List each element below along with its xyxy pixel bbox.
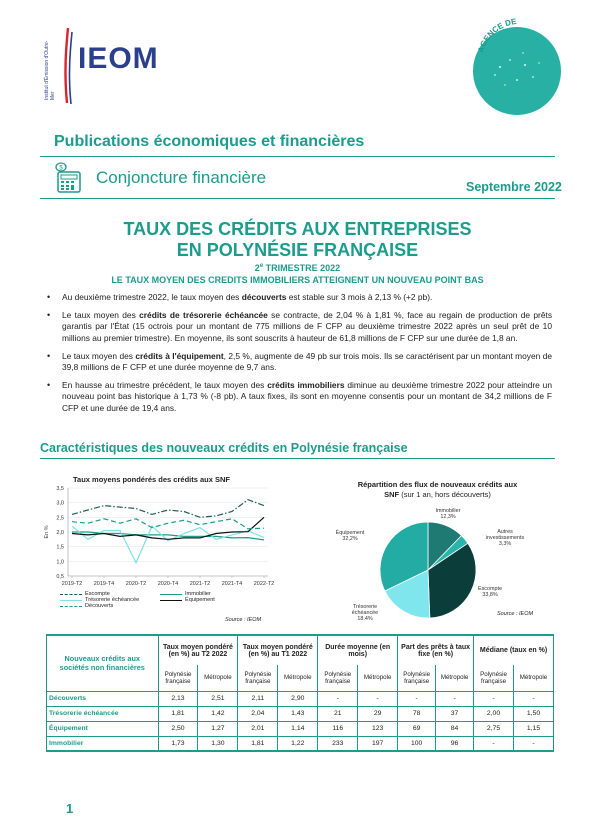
legend-swatch bbox=[160, 594, 182, 595]
x-tick-label: 2021-T2 bbox=[189, 581, 211, 587]
table-cell: - bbox=[398, 691, 436, 706]
table-cell: 1,14 bbox=[278, 721, 318, 736]
table-cell: 197 bbox=[358, 736, 398, 751]
table-subheader-pf: Polynésie française bbox=[158, 665, 198, 691]
legend-label: Escompte bbox=[85, 591, 110, 597]
agence-logo bbox=[455, 5, 585, 125]
table-cell: - bbox=[513, 691, 553, 706]
table-cell: 123 bbox=[358, 721, 398, 736]
table-row bbox=[47, 691, 554, 706]
table-cell: 1,81 bbox=[238, 736, 278, 751]
legend-swatch bbox=[60, 594, 82, 595]
table-subheader-metropole: Métropole bbox=[358, 665, 398, 691]
pie-slice-label: échéancée bbox=[351, 610, 379, 616]
table-cell: 2,01 bbox=[238, 721, 278, 736]
table-cell: 21 bbox=[318, 706, 358, 721]
table-cell: 2,00 bbox=[474, 706, 514, 721]
line-chart bbox=[40, 484, 275, 589]
table-cell: 1,27 bbox=[198, 721, 238, 736]
table-row-label: Immobilier bbox=[47, 736, 159, 751]
publication-title: Publications économiques et financières bbox=[54, 133, 365, 150]
pie-slice-value: 32,2% bbox=[342, 536, 358, 542]
table-row bbox=[47, 736, 554, 751]
x-tick-label: 2019-T4 bbox=[93, 581, 115, 587]
table-cell: 233 bbox=[318, 736, 358, 751]
pie-slice-label: Autres bbox=[497, 529, 513, 535]
table-cell: 29 bbox=[358, 706, 398, 721]
table-cell: - bbox=[474, 691, 514, 706]
bullet-tresorerie: • Le taux moyen des crédits de trésorerie échéancée se contracte, de 2,04 % à 1,81 %, face au regain de production de prêts garantis par l'État (15 octrois pour un montant de 775 millions de F CFP au deuxième trimestre 2022 après un seul prêt de 10 millions au premier trimestre). En moyenne, ils sont souscrits à hauteur de 61,8 millions de F CFP sur une durée de 1,8 an. bbox=[62, 310, 552, 344]
table-cell: 116 bbox=[318, 721, 358, 736]
table-cell: 84 bbox=[436, 721, 474, 736]
table-row-label: Découverts bbox=[47, 691, 159, 706]
legend-swatch bbox=[160, 600, 182, 601]
table-cell: 78 bbox=[398, 706, 436, 721]
section-title: Caractéristiques des nouveaux crédits en Polynésie française bbox=[40, 441, 408, 455]
pie-title-bold: SNF bbox=[384, 490, 400, 499]
table-cell: 1,50 bbox=[513, 706, 553, 721]
table-cell: 2,50 bbox=[158, 721, 198, 736]
table-row-label: Équipement bbox=[47, 721, 159, 736]
table-cell: 96 bbox=[436, 736, 474, 751]
calculator-money-icon bbox=[50, 160, 86, 196]
table-cell: 1,42 bbox=[198, 706, 238, 721]
table-cell: 1,43 bbox=[278, 706, 318, 721]
x-tick-label: 2021-T4 bbox=[221, 581, 243, 587]
y-axis-label: En % bbox=[44, 525, 50, 539]
table-cell: 1,22 bbox=[278, 736, 318, 751]
table-cell: 1,81 bbox=[158, 706, 198, 721]
y-tick-label: 0,5 bbox=[56, 574, 64, 580]
pie-slice-value: 18,4% bbox=[357, 616, 373, 620]
table-cell: 1,73 bbox=[158, 736, 198, 751]
table-cell: - bbox=[358, 691, 398, 706]
x-tick-label: 2022-T2 bbox=[253, 581, 275, 587]
ieom-subtitle: Institut d'Émission d'Outre-Mer bbox=[44, 40, 56, 100]
agence-top-text: AGENCE DE bbox=[476, 16, 518, 54]
legend-swatch bbox=[60, 606, 82, 607]
table-row bbox=[47, 706, 554, 721]
main-title-line2: EN POLYNÉSIE FRANÇAISE bbox=[176, 240, 419, 260]
legend-swatch bbox=[60, 600, 82, 601]
line-chart-title: Taux moyens pondérés des crédits aux SNF bbox=[73, 475, 230, 484]
series-line-escompte bbox=[72, 500, 264, 518]
bullet-decouverts: • Au deuxième trimestre 2022, le taux moyen des découverts est stable sur 3 mois à 2,13 % (+2 pb). bbox=[62, 292, 552, 303]
pie-slice-label: Escompte bbox=[478, 586, 502, 592]
table-subheader-pf: Polynésie française bbox=[398, 665, 436, 691]
table-subheader-pf: Polynésie française bbox=[238, 665, 278, 691]
table-row bbox=[47, 721, 554, 736]
table-cell: 2,04 bbox=[238, 706, 278, 721]
pie-chart-source: Source : IEOM bbox=[497, 611, 534, 617]
y-tick-label: 3,0 bbox=[56, 500, 64, 507]
table-cell: 100 bbox=[398, 736, 436, 751]
quarter-label bbox=[0, 263, 595, 273]
subtitle: LE TAUX MOYEN DES CREDITS IMMOBILIERS ATTEIGNENT UN NOUVEAU POINT BAS bbox=[111, 275, 484, 285]
pie-slice-value: 12,3% bbox=[440, 514, 456, 520]
divider bbox=[40, 458, 555, 459]
table-subheader-pf: Polynésie française bbox=[474, 665, 514, 691]
table-subheader-metropole: Métropole bbox=[198, 665, 238, 691]
x-tick-label: 2020-T2 bbox=[125, 581, 147, 587]
table-group-header: Taux moyen pondéré (en %) au T1 2022 bbox=[238, 635, 318, 665]
table-cell: 2,11 bbox=[238, 691, 278, 706]
pie-slice-label: investissements bbox=[485, 535, 525, 541]
line-chart-source: Source : IEOM bbox=[225, 617, 262, 623]
bullet-equipement: • Le taux moyen des crédits à l'équipement, 2,5 %, augmente de 49 pb sur trois mois. Ils se caractérisent par un montant moyen de 39,8 millions de F CFP et une durée moyenne de 9,7 ans. bbox=[62, 351, 552, 374]
pie-slice-label: Équipement bbox=[335, 530, 365, 536]
table-cell: 2,75 bbox=[474, 721, 514, 736]
legend-label: Trésorerie échéancée bbox=[85, 597, 140, 603]
table-subheader-metropole: Métropole bbox=[278, 665, 318, 691]
bullet-immobilier: • En hausse au trimestre précédent, le taux moyen des crédits immobiliers diminue au deuxième trimestre 2022 pour atteindre un nouveau point bas historique à 1,73 % (-8 pb). A taux fixes, ils sont en moyenne consentis pour un montant de 34,2 millions de F CFP et une durée de 19,4 ans. bbox=[62, 380, 552, 414]
publication-date: Septembre 2022 bbox=[466, 180, 562, 194]
y-tick-label: 1,0 bbox=[56, 559, 64, 566]
table-cell: - bbox=[474, 736, 514, 751]
x-tick-label: 2020-T4 bbox=[157, 581, 179, 587]
table-group-header: Durée moyenne (en mois) bbox=[318, 635, 398, 665]
divider bbox=[40, 198, 555, 199]
y-tick-label: 3,5 bbox=[56, 486, 64, 492]
table-cell: 37 bbox=[436, 706, 474, 721]
divider bbox=[40, 156, 555, 157]
pie-title-main: Répartition des flux de nouveaux crédits aux bbox=[357, 480, 518, 489]
table-cell: - bbox=[436, 691, 474, 706]
svg-text:$: $ bbox=[59, 165, 63, 172]
table-group-header: Médiane (taux en %) bbox=[474, 635, 554, 665]
table-corner-label: Nouveaux crédits aux sociétés non financières bbox=[47, 635, 159, 691]
section-label: Conjoncture financière bbox=[96, 168, 267, 187]
table-cell: - bbox=[318, 691, 358, 706]
table-subheader-metropole: Métropole bbox=[513, 665, 553, 691]
series-line-decouverts bbox=[72, 519, 264, 529]
y-tick-label: 2,5 bbox=[56, 515, 64, 522]
legend-item bbox=[60, 603, 113, 609]
main-title-line1: TAUX DES CRÉDITS AUX ENTREPRISES bbox=[123, 219, 472, 239]
legend-item bbox=[160, 597, 215, 603]
x-tick-label: 2019-T2 bbox=[61, 581, 83, 587]
page-number: 1 bbox=[66, 801, 74, 816]
table-cell: - bbox=[513, 736, 553, 751]
pie-slice-label: Immobilier bbox=[435, 508, 461, 514]
agence-bottom-text: la Polynésie Française bbox=[536, 39, 579, 125]
pie-title-rest: (sur 1 an, hors découverts) bbox=[399, 490, 491, 499]
table-cell: 69 bbox=[398, 721, 436, 736]
table-body bbox=[47, 691, 554, 751]
y-tick-label: 1,5 bbox=[56, 544, 64, 551]
table-cell: 2,90 bbox=[278, 691, 318, 706]
table-group-header: Part des prêts à taux fixe (en %) bbox=[398, 635, 474, 665]
main-title bbox=[0, 219, 595, 261]
table-group-header: Taux moyen pondéré (en %) au T2 2022 bbox=[158, 635, 238, 665]
table-cell: 2,13 bbox=[158, 691, 198, 706]
legend-label: Découverts bbox=[85, 603, 114, 609]
y-tick-label: 2,0 bbox=[56, 530, 64, 536]
quarter-number: 2 bbox=[254, 263, 260, 273]
pie-slice-value: 3,3% bbox=[498, 541, 512, 547]
table-cell: 2,51 bbox=[198, 691, 238, 706]
table-cell: 1,30 bbox=[198, 736, 238, 751]
quarter-suffix: e bbox=[259, 263, 264, 269]
credits-table bbox=[46, 634, 554, 752]
key-points-list bbox=[62, 292, 552, 421]
pie-slice-value: 33,8% bbox=[482, 592, 498, 598]
pie-chart bbox=[300, 490, 560, 620]
pie-slice-label: Trésorerie bbox=[352, 604, 378, 610]
table-subheader-metropole: Métropole bbox=[436, 665, 474, 691]
legend-label: Équipement bbox=[185, 597, 215, 603]
quarter-rest: TRIMESTRE 2022 bbox=[263, 263, 341, 273]
table-cell: 1,15 bbox=[513, 721, 553, 736]
legend-label: Immobilier bbox=[185, 591, 211, 597]
table-subheader-pf: Polynésie française bbox=[318, 665, 358, 691]
table-row-label: Trésorerie échéancée bbox=[47, 706, 159, 721]
ieom-wordmark: IEOM bbox=[78, 42, 159, 75]
